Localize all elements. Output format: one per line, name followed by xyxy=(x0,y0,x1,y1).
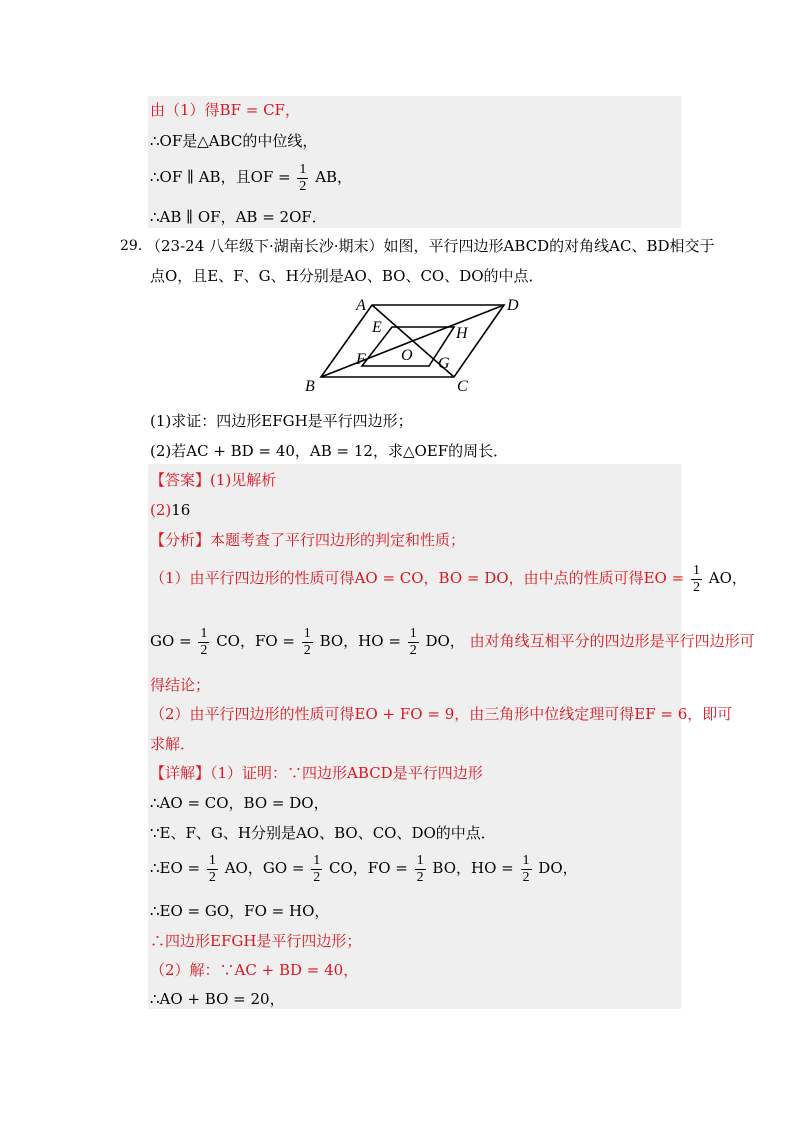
detail-do: DO， xyxy=(538,859,578,877)
top-line-3 xyxy=(150,161,352,195)
top-line-4: ∴AB ∥ OF，AB = 2OF． xyxy=(150,208,327,226)
fraction-half: $\frac{1}{2}$ xyxy=(522,852,530,885)
label-d: D xyxy=(507,297,519,314)
analysis-line-4: 得结论； xyxy=(150,676,211,694)
detail-eo: ∴EO = xyxy=(150,859,201,877)
top-line-2: ∴OF是△ABC的中位线， xyxy=(150,132,318,150)
fraction-half: $\frac{1}{2}$ xyxy=(200,625,208,658)
answer-part-1: (1)见解析 xyxy=(210,471,277,489)
analysis-p1-b: AO， xyxy=(708,569,747,587)
answer-tag: 【答案】 xyxy=(150,471,211,489)
analysis-p2-tail: 由对角线互相平分的四边形是平行四边形可 xyxy=(469,632,755,650)
question-part-2: (2)若AC + BD = 40，AB = 12，求△OEF的周长． xyxy=(150,442,509,460)
label-a: A xyxy=(356,297,366,314)
label-h: H xyxy=(456,325,468,342)
detail-d1: （1）证明：∵四边形ABCD是平行四边形 xyxy=(210,764,483,782)
top-line-1: 由（1）得BF = CF， xyxy=(150,101,300,119)
question-line-1: （23-24 八年级下·湖南长沙·期末）如图，平行四边形ABCD的对角线AC、BD相交于 xyxy=(146,237,715,255)
label-f: F xyxy=(356,351,366,368)
analysis-line-6: 求解． xyxy=(150,735,196,753)
label-o: O xyxy=(401,347,413,364)
fraction-half: $\frac{1}{2}$ xyxy=(313,852,321,885)
detail-bo: BO，HO = xyxy=(432,859,514,877)
analysis-tag: 【分析】 xyxy=(150,531,211,549)
detail-line-1 xyxy=(150,763,483,783)
detail-tag: 【详解】 xyxy=(150,764,211,782)
analysis-co: CO，FO = xyxy=(216,632,296,650)
answer-line-2 xyxy=(150,500,190,520)
fraction-half: $\frac{1}{2}$ xyxy=(303,625,311,658)
fraction-half: $\frac{1}{2}$ xyxy=(692,562,700,595)
analysis-do: DO， xyxy=(425,632,465,650)
answer-part-2-value: 16 xyxy=(171,501,191,519)
answer-part-2-prefix: (2) xyxy=(150,501,172,519)
detail-line-2: ∴AO = CO，BO = DO， xyxy=(150,794,329,812)
label-e: E xyxy=(372,319,382,336)
question-part-1: (1)求证：四边形EFGH是平行四边形； xyxy=(150,412,413,430)
top-line-3-b: AB， xyxy=(315,168,353,186)
label-g: G xyxy=(438,355,450,372)
detail-line-6: ∴四边形EFGH是平行四边形； xyxy=(150,932,362,950)
analysis-bo: BO，HO = xyxy=(319,632,401,650)
label-b: B xyxy=(305,378,315,395)
parallelogram-figure xyxy=(300,292,540,402)
detail-line-4 xyxy=(150,852,578,886)
detail-line-5: ∴EO = GO，FO = HO， xyxy=(150,902,330,920)
analysis-p1-a: （1）由平行四边形的性质可得AO = CO，BO = DO，由中点的性质可得EO = xyxy=(150,569,685,587)
analysis-intro: 本题考查了平行四边形的判定和性质； xyxy=(210,531,466,549)
analysis-line-3 xyxy=(150,625,755,659)
detail-line-3: ∵E、F、G、H分别是AO、BO、CO、DO的中点． xyxy=(150,824,496,842)
detail-co: CO，FO = xyxy=(329,859,408,877)
detail-line-7: （2）解：∵AC + BD = 40， xyxy=(150,961,359,979)
fraction-half: $\frac{1}{2}$ xyxy=(208,852,216,885)
analysis-line-2 xyxy=(150,562,747,596)
fraction-half: $\frac{1}{2}$ xyxy=(299,161,307,194)
question-number: 29. xyxy=(120,238,143,254)
detail-line-8: ∴AO + BO = 20， xyxy=(150,990,285,1008)
question-line-2: 点O，且E、F、G、H分别是AO、BO、CO、DO的中点． xyxy=(150,267,544,285)
label-c: C xyxy=(457,378,468,395)
fraction-half: $\frac{1}{2}$ xyxy=(409,625,417,658)
top-line-3-a: ∴OF ∥ AB，且OF = xyxy=(150,168,291,186)
answer-line-1 xyxy=(150,470,276,490)
fraction-half: $\frac{1}{2}$ xyxy=(416,852,424,885)
detail-ao: AO，GO = xyxy=(224,859,305,877)
analysis-line-5: （2）由平行四边形的性质可得EO + FO = 9，由三角形中位线定理可得EF = 6，即可 xyxy=(150,705,733,723)
analysis-go: GO = xyxy=(150,632,192,650)
analysis-line-1 xyxy=(150,530,465,550)
